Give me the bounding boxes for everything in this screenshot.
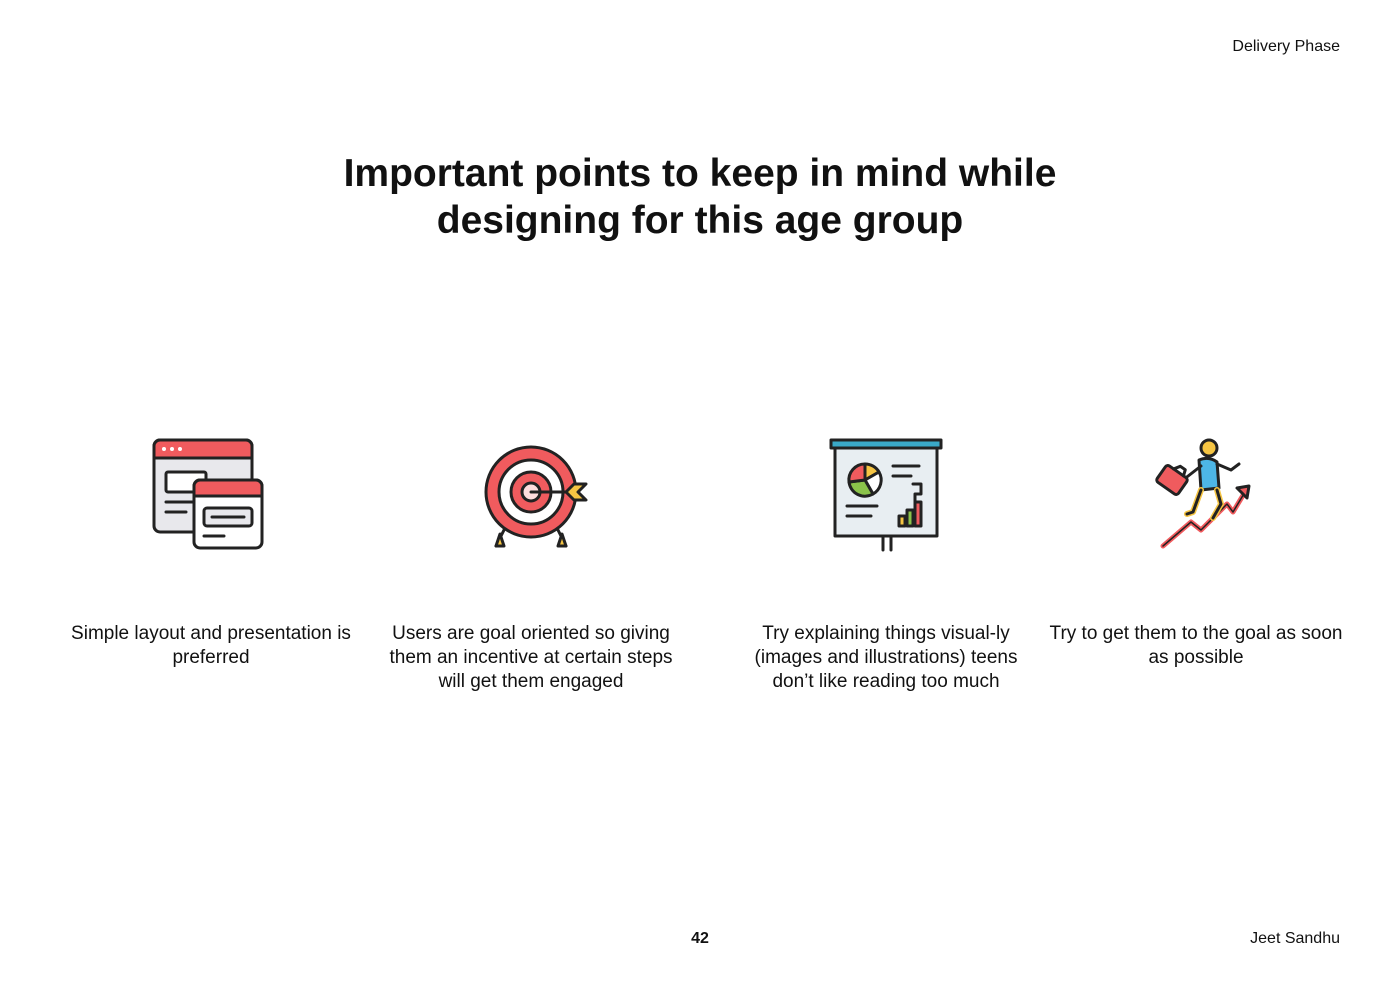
point-item-visual xyxy=(736,430,1036,694)
page-title xyxy=(0,150,1400,244)
title-line-1: Important points to keep in mind while xyxy=(343,152,1057,195)
target-icon xyxy=(466,430,596,560)
point-text: Try to get them to the goal as soon as possible xyxy=(1049,623,1343,668)
point-item-goal xyxy=(381,430,681,694)
browser-windows-icon xyxy=(146,430,276,560)
point-text: Try explaining things visual-ly (images and illustrations) teens don’t like reading too much xyxy=(754,623,1018,692)
point-item-goal-fast xyxy=(1046,430,1346,670)
section-label: Delivery Phase xyxy=(1232,38,1340,55)
point-text: Users are goal oriented so giving them an incentive at certain steps will get them engaged xyxy=(389,623,673,692)
author-name: Jeet Sandhu xyxy=(1250,930,1340,947)
climbing-growth-icon xyxy=(1131,430,1261,560)
presentation-board-icon xyxy=(821,430,951,560)
title-line-2: designing for this age group xyxy=(436,199,964,242)
point-text: Simple layout and presentation is preferred xyxy=(71,623,351,668)
point-item-layout xyxy=(61,430,361,670)
page-number: 42 xyxy=(691,930,709,947)
